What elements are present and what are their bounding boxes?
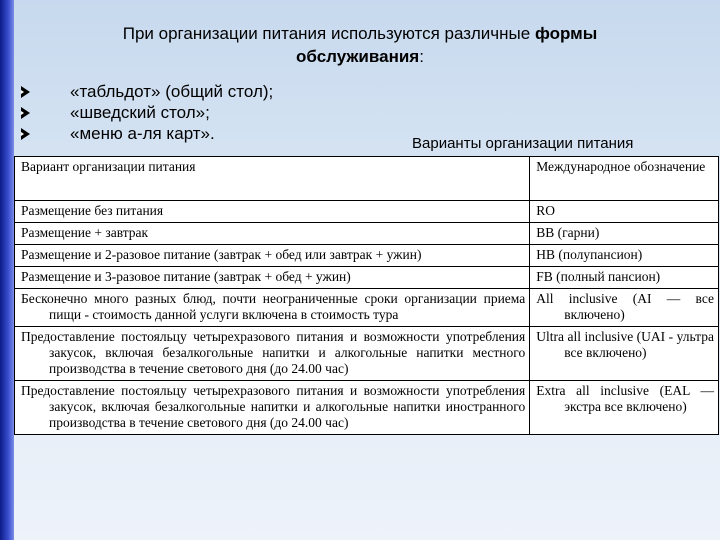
bullet-text: «меню а-ля карт».: [70, 124, 215, 143]
table-cell-variant: Размещение и 3-разовое питание (завтрак + обед + ужин): [15, 267, 530, 289]
table-cell-code: RO: [530, 201, 719, 223]
title-colon: :: [419, 47, 424, 66]
table-cell-code: FB (полный пансион): [530, 267, 719, 289]
table-cell-code: All inclusive (AI — все включено): [530, 289, 719, 327]
table-row: [15, 327, 719, 381]
table-cell-variant: Размещение + завтрак: [15, 223, 530, 245]
table-row: [15, 223, 719, 245]
arrow-bullet-icon: [21, 86, 30, 98]
table-header-row: [15, 157, 719, 201]
title-text: При организации питания используются различные: [122, 24, 535, 43]
bullet-item: [18, 123, 273, 144]
title-bold-text: формы обслуживания: [296, 24, 598, 66]
arrow-bullet-icon: [21, 128, 30, 140]
table-cell-code: HB (полупансион): [530, 245, 719, 267]
bullet-text: «шведский стол»;: [70, 103, 210, 122]
table-cell-variant: Размещение без питания: [15, 201, 530, 223]
bullet-item: [18, 102, 273, 123]
table-cell-variant: Предоставление постояльцу четырехразового питания и возможности употребления закусок, включая безалкогольные напитки и алкогольные напитки местного производства в течение светового дня (до 24.00 час): [15, 327, 530, 381]
bullet-list: [18, 81, 273, 144]
table-row: [15, 201, 719, 223]
header-cell-code: Международное обозначение: [530, 157, 719, 201]
bullet-text: «табльдот» (общий стол);: [70, 82, 274, 101]
table-row: [15, 381, 719, 435]
table-row: [15, 245, 719, 267]
table-caption: Варианты организации питания: [412, 135, 634, 152]
table-cell-code: Extra all inclusive (EAL — экстра все включено): [530, 381, 719, 435]
left-accent-bar: [0, 0, 14, 540]
table-cell-code: BB (гарни): [530, 223, 719, 245]
table-cell-variant: Бесконечно много разных блюд, почти неограниченные сроки организации приема пищи - стоимость данной услуги включена в стоимость тура: [15, 289, 530, 327]
bullet-item: [18, 81, 273, 102]
table-cell-variant: Предоставление постояльцу четырехразового питания и возможности употребления закусок, включая безалкогольные напитки и алкогольные напитки иностранного производства в течение светового дня (до 24.00 час): [15, 381, 530, 435]
header-cell-variant: Вариант организации питания: [15, 157, 530, 201]
arrow-bullet-icon: [21, 107, 30, 119]
table-row: [15, 289, 719, 327]
table-row: [15, 267, 719, 289]
table-cell-code: Ultra all inclusive (UAI - ультра все включено): [530, 327, 719, 381]
table-cell-variant: Размещение и 2-разовое питание (завтрак + обед или завтрак + ужин): [15, 245, 530, 267]
slide-title: [60, 22, 660, 68]
meal-plan-table: [14, 156, 719, 435]
